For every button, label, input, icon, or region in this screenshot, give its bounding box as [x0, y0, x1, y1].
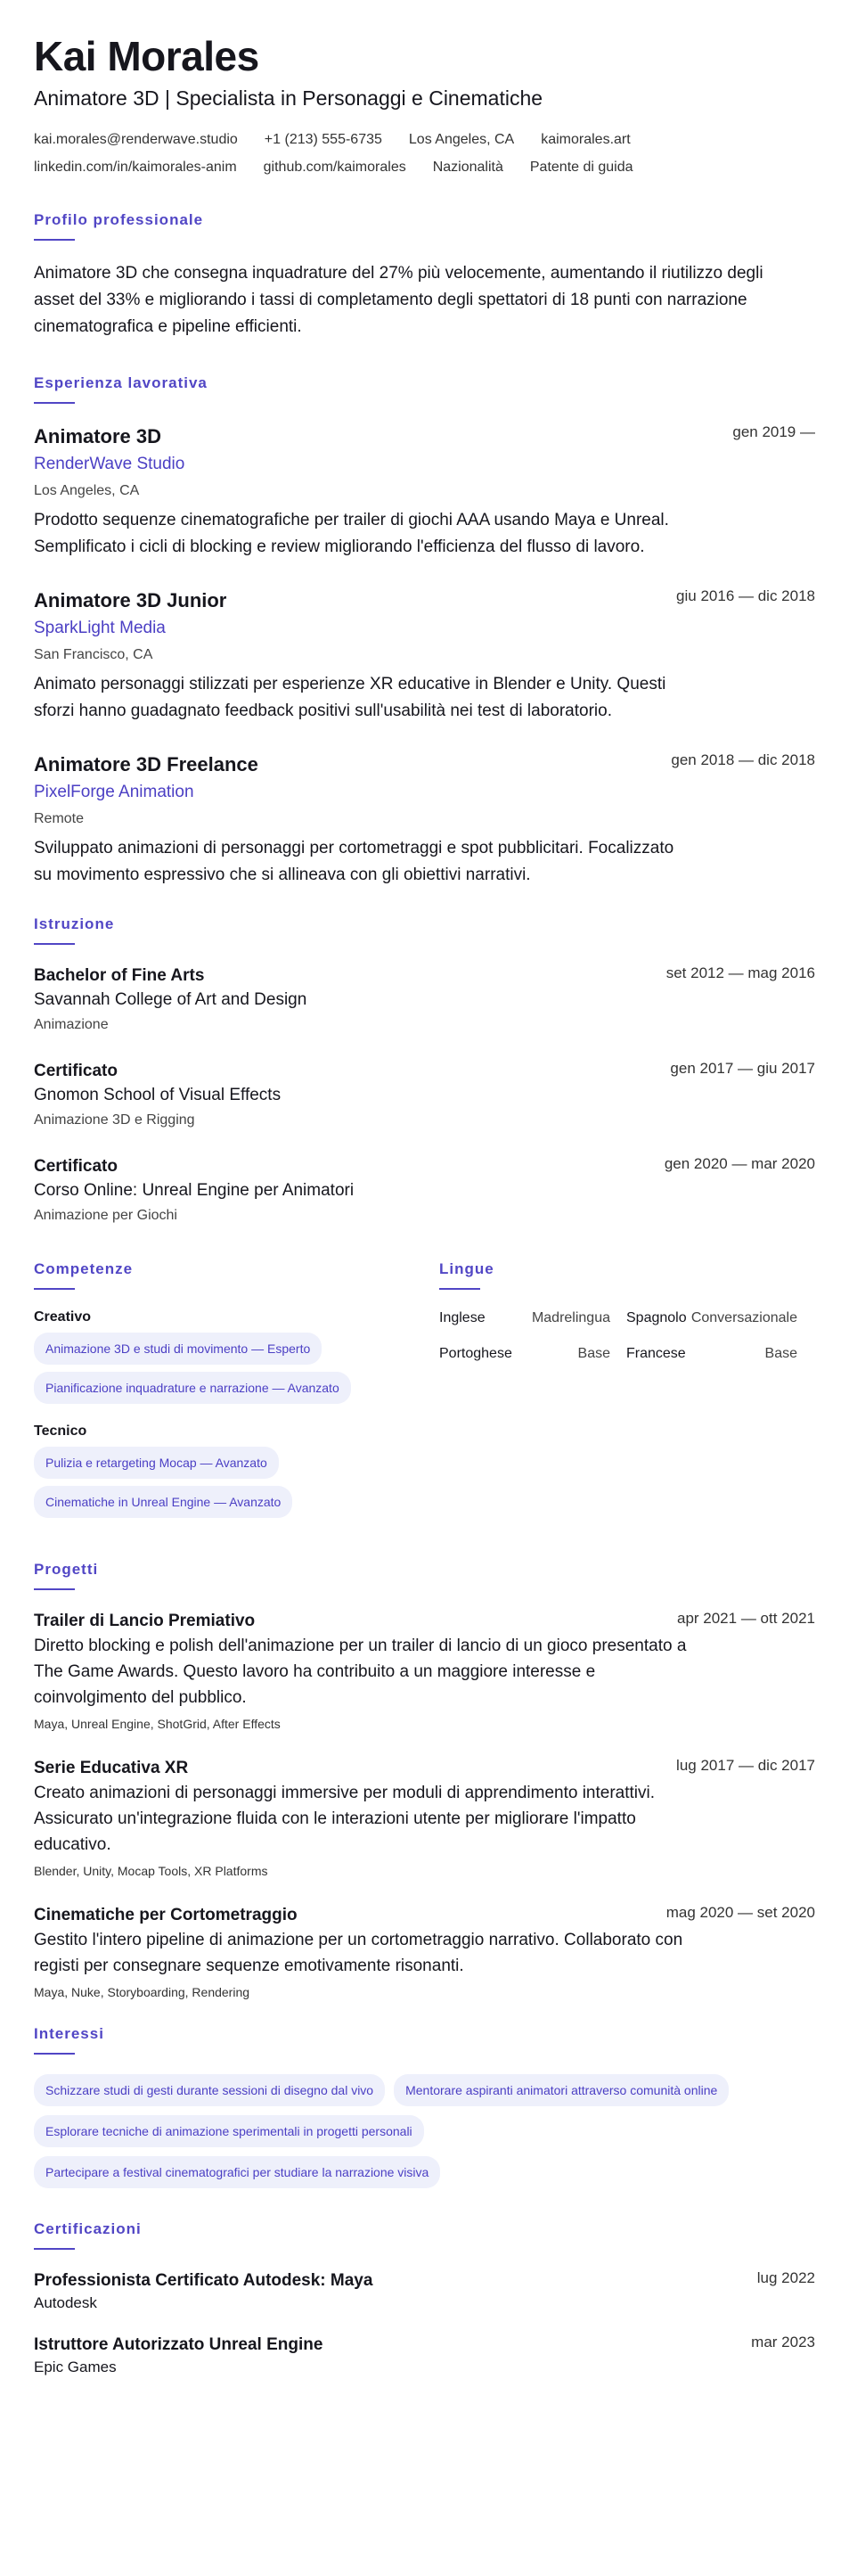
skill-chip: Pulizia e retargeting Mocap — Avanzato	[34, 1447, 279, 1479]
section-title: Esperienza lavorativa	[34, 374, 208, 391]
job-location: Los Angeles, CA	[34, 483, 140, 498]
section-divider	[34, 402, 75, 404]
skill-chip-list	[34, 1447, 439, 1518]
summary-text: Animatore 3D che consegna inquadrature del 27% più velocemente, aumentando il riutilizzo degli asset del 33% e migliorando i tassi di completamento degli spettatori di 18 punti con narrazione cinematografica e pipeline efficienti.	[34, 264, 763, 336]
interests-section	[34, 2025, 815, 2188]
resume-header	[34, 32, 815, 177]
location-text: Los Angeles, CA	[408, 132, 515, 147]
project-entry	[34, 1757, 815, 1879]
language-name: Portoghese	[439, 1346, 512, 1361]
entry-date: apr 2021 — ott 2021	[676, 1610, 815, 1627]
website-link[interactable]: kaimorales.art	[541, 132, 631, 147]
interest-chip: Schizzare studi di gesti durante sessioni di disegno dal vivo	[34, 2074, 385, 2106]
section-title: Lingue	[439, 1260, 494, 1277]
skills-languages-section	[34, 1260, 815, 1538]
education-entry	[34, 1155, 815, 1226]
language-list	[439, 1309, 813, 1363]
certification-title: Istruttore Autorizzato Unreal Engine	[34, 2335, 323, 2354]
skills-column	[34, 1260, 439, 1538]
project-description: Gestito l'intero pipeline di animazione per un cortometraggio narrativo. Collaborato con registi per consegnare sequenze emotivamente risonanti.	[34, 1931, 683, 1975]
entry-date: lug 2022	[756, 2269, 815, 2286]
section-title: Istruzione	[34, 915, 115, 932]
certification-entry	[34, 2334, 815, 2378]
school-name: Corso Online: Unreal Engine per Animatori	[34, 1181, 355, 1200]
job-location: Remote	[34, 811, 85, 826]
section-divider	[34, 2053, 75, 2055]
section-title: Interessi	[34, 2025, 104, 2042]
phone-link[interactable]: +1 (213) 555-6735	[264, 132, 382, 147]
section-title: Profilo professionale	[34, 211, 204, 228]
nationality-text: Nazionalità	[432, 160, 503, 175]
certification-issuer: Epic Games	[34, 2359, 117, 2375]
experience-section	[34, 374, 815, 889]
study-field: Animazione 3D e Rigging	[34, 1112, 195, 1128]
entry-date: mar 2023	[751, 2334, 815, 2350]
skill-chip-list	[34, 1333, 439, 1404]
education-section	[34, 915, 815, 1226]
entry-date: giu 2016 — dic 2018	[676, 587, 815, 604]
language-level: Base	[764, 1346, 797, 1361]
contact-info	[34, 130, 815, 177]
certification-issuer: Autodesk	[34, 2294, 97, 2311]
languages-column	[439, 1260, 813, 1538]
entry-date: gen 2017 — giu 2017	[670, 1060, 815, 1077]
study-field: Animazione	[34, 1017, 109, 1032]
entry-date: gen 2020 — mar 2020	[664, 1155, 815, 1172]
school-name: Gnomon School of Visual Effects	[34, 1086, 282, 1104]
section-divider	[34, 1588, 75, 1590]
entry-date: set 2012 — mag 2016	[665, 964, 815, 981]
entry-date: gen 2019 —	[732, 423, 815, 440]
candidate-headline: Animatore 3D | Specialista in Personaggi e Cinematiche	[34, 86, 543, 110]
job-location: San Francisco, CA	[34, 647, 153, 662]
section-divider	[34, 943, 75, 945]
entry-date: mag 2020 — set 2020	[665, 1904, 815, 1921]
job-description: Animato personaggi stilizzati per esperienze XR educative in Blender e Unity. Questi sforzi hanno guadagnato feedback positivi sull'usabilità nei test di laboratorio.	[34, 675, 666, 720]
project-title: Serie Educativa XR	[34, 1759, 189, 1777]
education-entry	[34, 1060, 815, 1131]
candidate-name: Kai Morales	[34, 33, 259, 79]
project-description: Diretto blocking e polish dell'animazione per un trailer di lancio di un gioco presentato a The Game Awards. Questo lavoro ha contribuito a un maggiore interesse e coinvolgimento del pubblico.	[34, 1637, 687, 1707]
job-role: Animatore 3D Freelance	[34, 753, 258, 775]
section-divider	[34, 239, 75, 241]
project-title: Cinematiche per Cortometraggio	[34, 1906, 298, 1924]
skill-chip: Pianificazione inquadrature e narrazione — Avanzato	[34, 1372, 351, 1404]
entry-date: lug 2017 — dic 2017	[676, 1757, 815, 1774]
language-item	[439, 1309, 626, 1327]
experience-entry	[34, 587, 815, 725]
interest-chip: Esplorare tecniche di animazione sperimentali in progetti personali	[34, 2115, 424, 2147]
language-name: Inglese	[439, 1310, 486, 1325]
experience-entry	[34, 423, 815, 561]
certification-entry	[34, 2269, 815, 2314]
project-description: Creato animazioni di personaggi immersive per moduli di apprendimento interattivi. Assicurato un'integrazione fluida con le interazioni utente per migliorare l'impatto educativo.	[34, 1784, 656, 1854]
job-role: Animatore 3D	[34, 425, 162, 447]
degree-title: Bachelor of Fine Arts	[34, 966, 205, 985]
language-name: Francese	[626, 1346, 686, 1361]
skill-chip: Cinematiche in Unreal Engine — Avanzato	[34, 1486, 292, 1518]
job-role: Animatore 3D Junior	[34, 589, 227, 611]
contact-row	[34, 158, 815, 177]
degree-title: Certificato	[34, 1062, 118, 1080]
section-title: Progetti	[34, 1561, 99, 1578]
language-level: Madrelingua	[531, 1310, 610, 1325]
summary-section	[34, 211, 815, 340]
experience-entry	[34, 751, 815, 889]
project-tech-list: Blender, Unity, Mocap Tools, XR Platforms	[34, 1864, 268, 1878]
project-entry	[34, 1610, 815, 1732]
projects-section	[34, 1561, 815, 2000]
job-description: Prodotto sequenze cinematografiche per trailer di giochi AAA usando Maya e Unreal. Semplificato i cicli di blocking e review migliorando l'efficienza del flusso di lavoro.	[34, 511, 669, 556]
certifications-section	[34, 2220, 815, 2378]
section-title: Certificazioni	[34, 2220, 142, 2237]
language-level: Base	[577, 1346, 610, 1361]
github-link[interactable]: github.com/kaimorales	[263, 160, 406, 175]
section-divider	[34, 1288, 75, 1290]
language-item	[626, 1309, 813, 1327]
company-name: RenderWave Studio	[34, 455, 185, 473]
study-field: Animazione per Giochi	[34, 1208, 177, 1223]
interest-chip-list	[34, 2074, 815, 2188]
certification-title: Professionista Certificato Autodesk: Maya	[34, 2271, 373, 2290]
company-name: PixelForge Animation	[34, 783, 194, 801]
section-title: Competenze	[34, 1260, 134, 1277]
language-name: Spagnolo	[626, 1310, 687, 1325]
skill-group-title: Tecnico	[34, 1423, 87, 1439]
language-item	[626, 1345, 813, 1363]
education-entry	[34, 964, 815, 1036]
project-tech-list: Maya, Nuke, Storyboarding, Rendering	[34, 1985, 250, 1999]
degree-title: Certificato	[34, 1157, 118, 1176]
section-divider	[34, 2248, 75, 2250]
project-tech-list: Maya, Unreal Engine, ShotGrid, After Effects	[34, 1717, 281, 1731]
project-title: Trailer di Lancio Premiativo	[34, 1612, 256, 1630]
school-name: Savannah College of Art and Design	[34, 990, 307, 1009]
linkedin-link[interactable]: linkedin.com/in/kaimorales-anim	[34, 160, 237, 175]
email-link[interactable]: kai.morales@renderwave.studio	[34, 132, 238, 147]
interest-chip: Partecipare a festival cinematografici per studiare la narrazione visiva	[34, 2156, 440, 2188]
section-divider	[439, 1288, 480, 1290]
language-item	[439, 1345, 626, 1363]
skill-chip: Animazione 3D e studi di movimento — Esperto	[34, 1333, 322, 1365]
job-description: Sviluppato animazioni di personaggi per cortometraggi e spot pubblicitari. Focalizzato su movimento espressivo che si allineava con gli obiettivi narrativi.	[34, 839, 674, 884]
company-name: SparkLight Media	[34, 619, 166, 637]
language-level: Conversazionale	[690, 1310, 797, 1325]
entry-date: gen 2018 — dic 2018	[671, 751, 815, 768]
project-entry	[34, 1904, 815, 2000]
driving-license-text: Patente di guida	[529, 160, 633, 175]
interest-chip: Mentorare aspiranti animatori attraverso comunità online	[394, 2074, 729, 2106]
contact-row	[34, 130, 815, 150]
skill-group-title: Creativo	[34, 1309, 92, 1325]
